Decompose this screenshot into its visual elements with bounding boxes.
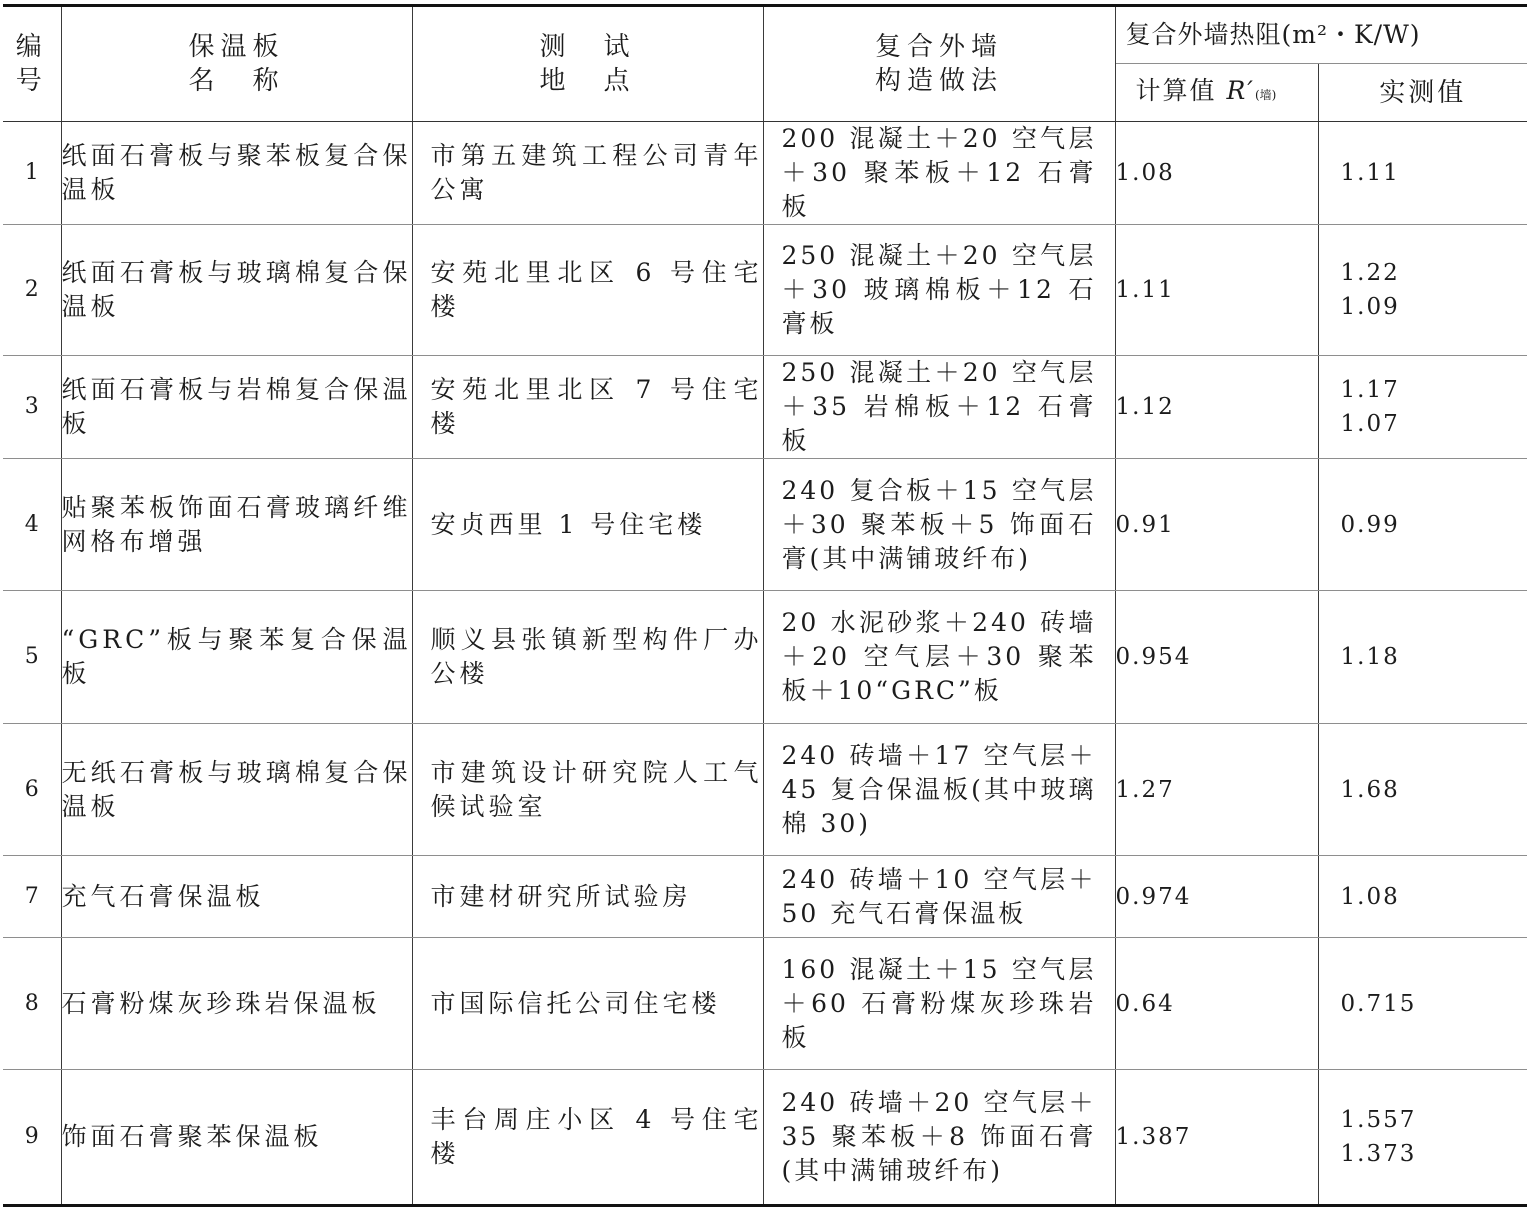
table-row — [3, 724, 1527, 856]
cell-board-name: 饰面石膏聚苯保温板 — [61, 1070, 412, 1206]
cell-measured-value: 1.68 — [1318, 724, 1527, 856]
cell-test-site: 市国际信托公司住宅楼 — [412, 938, 763, 1070]
cell-board-name: 无纸石膏板与玻璃棉复合保温板 — [61, 724, 412, 856]
cell-test-site: 丰台周庄小区 4 号住宅楼 — [412, 1070, 763, 1206]
cell-calculated-value: 0.64 — [1115, 938, 1318, 1070]
cell-board-name: 纸面石膏板与聚苯板复合保温板 — [61, 122, 412, 225]
cell-board-name: “GRC”板与聚苯复合保温板 — [61, 591, 412, 724]
cell-board-name: 充气石膏保温板 — [61, 856, 412, 938]
cell-test-site: 市建筑设计研究院人工气候试验室 — [412, 724, 763, 856]
table-body — [3, 122, 1527, 1206]
cell-calculated-value: 0.91 — [1115, 459, 1318, 591]
cell-board-name: 石膏粉煤灰珍珠岩保温板 — [61, 938, 412, 1070]
cell-measured-value: 1.18 — [1318, 591, 1527, 724]
table-row — [3, 856, 1527, 938]
cell-construction-method: 250 混凝土＋20 空气层＋30 玻璃棉板＋12 石膏板 — [763, 225, 1115, 356]
cell-measured-value: 1.22 1.09 — [1318, 225, 1527, 356]
table-row — [3, 591, 1527, 724]
cell-id: 6 — [3, 724, 61, 856]
header-calculated-value: 计算值 R′(墙) — [1115, 64, 1318, 122]
cell-construction-method: 240 砖墙＋10 空气层＋50 充气石膏保温板 — [763, 856, 1115, 938]
cell-id: 7 — [3, 856, 61, 938]
table-row — [3, 122, 1527, 225]
cell-id: 3 — [3, 356, 61, 459]
table-row — [3, 356, 1527, 459]
table-row — [3, 938, 1527, 1070]
cell-construction-method: 160 混凝土＋15 空气层＋60 石膏粉煤灰珍珠岩板 — [763, 938, 1115, 1070]
cell-calculated-value: 1.387 — [1115, 1070, 1318, 1206]
header-construction-method: 复合外墙 构造做法 — [763, 6, 1115, 122]
cell-id: 8 — [3, 938, 61, 1070]
cell-test-site: 市第五建筑工程公司青年公寓 — [412, 122, 763, 225]
header-measured-value: 实测值 — [1318, 64, 1527, 122]
header-board-name: 保温板 名 称 — [61, 6, 412, 122]
cell-measured-value: 1.17 1.07 — [1318, 356, 1527, 459]
cell-id: 5 — [3, 591, 61, 724]
cell-construction-method: 240 砖墙＋17 空气层＋45 复合保温板(其中玻璃棉 30) — [763, 724, 1115, 856]
cell-measured-value: 0.715 — [1318, 938, 1527, 1070]
cell-construction-method: 240 砖墙＋20 空气层＋35 聚苯板＋8 饰面石膏(其中满铺玻纤布) — [763, 1070, 1115, 1206]
thermal-resistance-table — [3, 4, 1527, 1207]
header-id: 编 号 — [3, 6, 61, 122]
cell-test-site: 市建材研究所试验房 — [412, 856, 763, 938]
cell-id: 9 — [3, 1070, 61, 1206]
cell-measured-value: 1.11 — [1318, 122, 1527, 225]
cell-calculated-value: 1.08 — [1115, 122, 1318, 225]
cell-measured-value: 0.99 — [1318, 459, 1527, 591]
cell-calculated-value: 0.974 — [1115, 856, 1318, 938]
cell-measured-value: 1.08 — [1318, 856, 1527, 938]
cell-construction-method: 20 水泥砂浆＋240 砖墙＋20 空气层＋30 聚苯板＋10“GRC”板 — [763, 591, 1115, 724]
cell-construction-method: 200 混凝土＋20 空气层＋30 聚苯板＋12 石膏板 — [763, 122, 1115, 225]
cell-calculated-value: 1.27 — [1115, 724, 1318, 856]
header-test-site: 测 试 地 点 — [412, 6, 763, 122]
cell-calculated-value: 1.12 — [1115, 356, 1318, 459]
cell-id: 2 — [3, 225, 61, 356]
cell-construction-method: 250 混凝土＋20 空气层＋35 岩棉板＋12 石膏板 — [763, 356, 1115, 459]
table-row — [3, 459, 1527, 591]
cell-construction-method: 240 复合板＋15 空气层＋30 聚苯板＋5 饰面石膏(其中满铺玻纤布) — [763, 459, 1115, 591]
header-thermal-resistance: 复合外墙热阻(m²・K/W) — [1115, 6, 1527, 64]
table-header — [3, 6, 1527, 122]
cell-measured-value: 1.557 1.373 — [1318, 1070, 1527, 1206]
cell-test-site: 安苑北里北区 6 号住宅楼 — [412, 225, 763, 356]
table-row — [3, 225, 1527, 356]
cell-board-name: 纸面石膏板与玻璃棉复合保温板 — [61, 225, 412, 356]
cell-calculated-value: 1.11 — [1115, 225, 1318, 356]
table-row — [3, 1070, 1527, 1206]
cell-id: 4 — [3, 459, 61, 591]
cell-test-site: 安贞西里 1 号住宅楼 — [412, 459, 763, 591]
cell-test-site: 顺义县张镇新型构件厂办公楼 — [412, 591, 763, 724]
cell-calculated-value: 0.954 — [1115, 591, 1318, 724]
cell-id: 1 — [3, 122, 61, 225]
cell-test-site: 安苑北里北区 7 号住宅楼 — [412, 356, 763, 459]
cell-board-name: 纸面石膏板与岩棉复合保温板 — [61, 356, 412, 459]
cell-board-name: 贴聚苯板饰面石膏玻璃纤维网格布增强 — [61, 459, 412, 591]
